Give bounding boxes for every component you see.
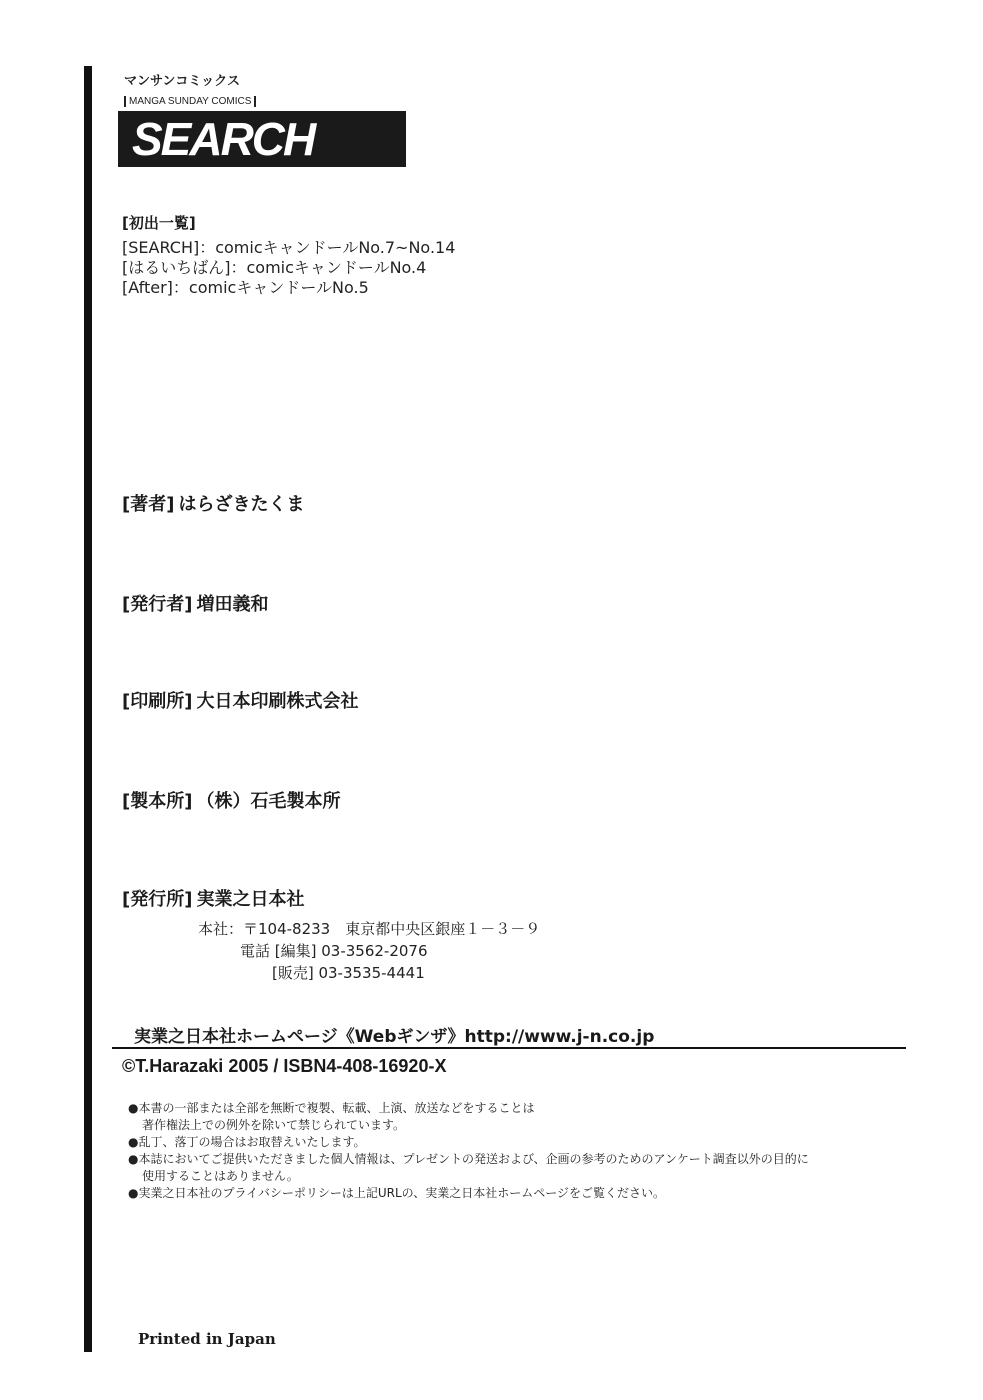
credit-value: 大日本印刷株式会社 [196,691,359,712]
divider-rule [112,1047,906,1049]
legal-notes [128,1100,809,1202]
credit-value: 増田義和 [196,594,269,615]
first-publication-item: [SEARCH]：comicキャンドールNo.7~No.14 [122,238,456,257]
copyright-isbn: ©T.Harazaki 2005 / ISBN4-408-16920-X [122,1056,447,1076]
publisher-address [198,918,540,984]
series-name-jp: マンサンコミックス [124,74,240,89]
credit-value: 実業之日本社 [196,889,305,910]
note-line: ●実業之日本社のプライバシーポリシーは上記URLの、実業之日本社ホームページをご覧ください。 [128,1186,665,1200]
credit-value: （株）石毛製本所 [196,791,341,812]
address-line: 本社：〒104-8233 東京都中央区銀座１－３－９ [198,920,541,938]
book-title: SEARCH [132,113,315,165]
credit-label: [発行所] [122,889,193,910]
phone-editorial: 電話 [編集] 03-3562-2076 [240,942,428,960]
note-continuation: 使用することはありません。 [142,1169,299,1183]
credit-printer [122,687,358,713]
credit-label: [著者] [122,494,175,515]
credit-issuer [122,590,268,616]
credit-publisher [122,885,304,911]
first-publication-list [122,238,455,298]
first-publication-label: [初出一覧] [122,214,196,232]
series-logo [124,70,284,108]
printed-in-japan: Printed in Japan [138,1330,276,1348]
credit-value: はらざきたくま [178,494,305,515]
credit-author [122,490,304,516]
credit-binder [122,787,340,813]
first-publication-item: [After]：comicキャンドールNo.5 [122,278,369,297]
note-continuation: 著作権法上での例外を除いて禁じられています。 [142,1118,406,1132]
first-publication-item: [はるいちばん]：comicキャンドールNo.4 [122,258,427,277]
note-line: ●本誌においてご提供いただきました個人情報は、プレゼントの発送および、企画の参考のためのアンケート調査以外の目的に [128,1152,809,1166]
title-banner [118,111,406,167]
credit-label: [製本所] [122,791,193,812]
note-line: ●乱丁、落丁の場合はお取替えいたします。 [128,1135,366,1149]
series-name-en: MANGA SUNDAY COMICS [124,96,256,107]
left-vertical-bar [84,66,92,1352]
credit-label: [発行者] [122,594,193,615]
note-line: ●本書の一部または全部を無断で複製、転載、上演、放送などをすることは [128,1101,535,1115]
credit-label: [印刷所] [122,691,193,712]
homepage-text: 実業之日本社ホームページ《Webギンザ》http://www.j-n.co.jp [134,1027,655,1047]
phone-sales: [販売] 03-3535-4441 [272,964,425,982]
